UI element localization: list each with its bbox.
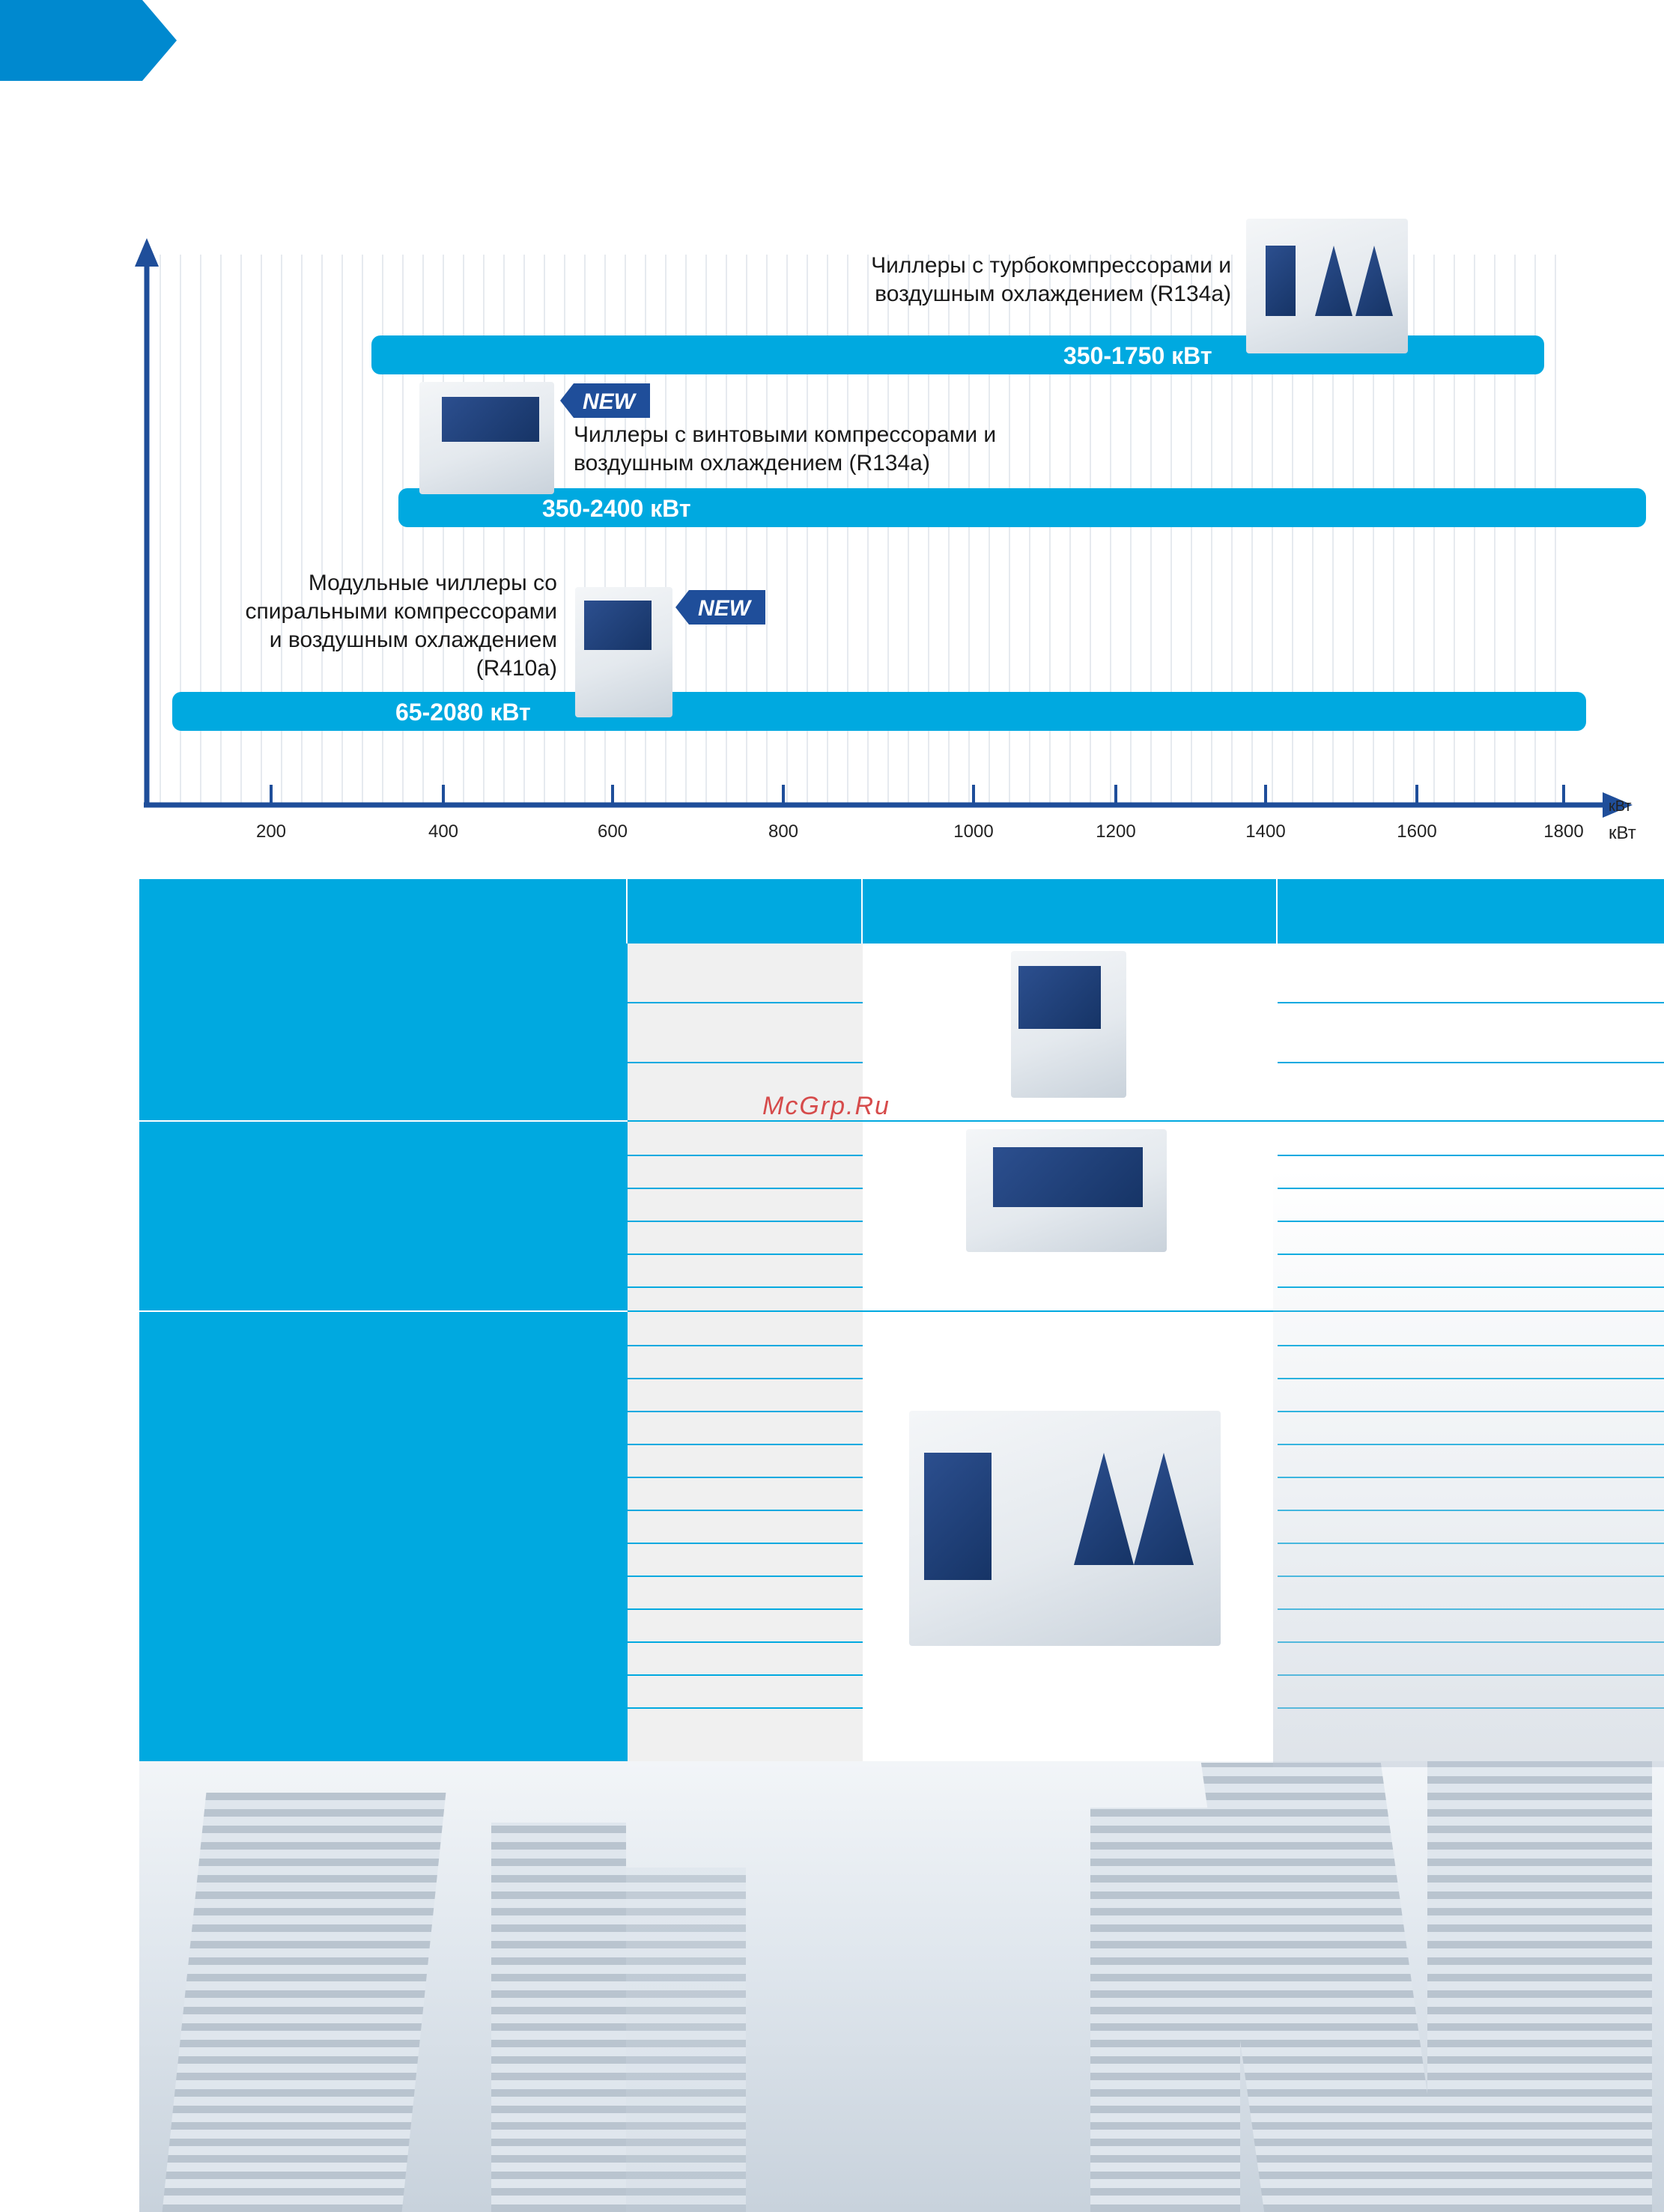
header-cell [139,879,628,944]
table-row-line [628,1345,863,1346]
table-row-line [1278,1707,1664,1709]
table-row-line [1278,1345,1664,1346]
turbo-chiller-photo [1246,219,1408,353]
range-bar-label: 65-2080 кВт [395,699,531,726]
watermark: McGrp.Ru [762,1092,890,1120]
table-row-line [1278,1444,1664,1445]
product-table [139,944,1664,1761]
group-name-cell [139,1122,628,1312]
range-bar [172,692,1586,731]
table-row-line [628,1576,863,1577]
x-ticks [256,785,1584,842]
table-row-line [1278,1002,1664,1003]
series-desc-screw [574,421,1098,478]
header-cell [1278,879,1664,944]
table-row-line [1278,1188,1664,1189]
table-row-line [628,1608,863,1610]
group-name-cell [139,944,628,1122]
table-row-line [628,1674,863,1676]
table-modular-photo [1011,951,1126,1098]
x-tick-label: 1800 [1543,821,1584,842]
x-tick-label: 1000 [953,821,994,842]
new-badge-text: NEW [698,596,750,621]
x-unit-top: кВт [1609,798,1632,815]
table-row-line [628,1510,863,1511]
group-name-cell [139,1312,628,1761]
table-row-line [628,1286,863,1288]
desc-line: Чиллеры с турбокомпрессорами и [871,253,1231,278]
table-row-line [628,1378,863,1379]
new-badge-icon [675,590,765,625]
table-row-line [1278,1477,1664,1478]
table-row-line [628,1707,863,1709]
desc-line: воздушным охлаждением (R134a) [875,282,1231,306]
x-tick-label: 200 [255,821,287,842]
x-tick-label: 600 [597,821,628,842]
screw-chiller-photo [419,382,554,494]
desc-line: воздушным охлаждением (R134a) [574,451,930,475]
table-row-line [628,1543,863,1544]
table-row-line [628,1062,863,1063]
desc-line: спиральными компрессорами [245,599,557,624]
x-tick-label: 1400 [1245,821,1286,842]
desc-line: Чиллеры с винтовыми компрессорами и [574,422,997,447]
table-header [139,879,1664,944]
new-badge-text: NEW [583,389,635,414]
table-row-line [1278,1062,1664,1063]
table-row-line [1278,1641,1664,1643]
table-row-line [1278,1221,1664,1222]
table-row-line [1278,1155,1664,1156]
table-screw-photo [966,1129,1167,1252]
table-row-line [628,1254,863,1255]
new-badge-icon [560,383,650,418]
desc-line: и воздушным охлаждением [269,628,557,652]
series-desc-turbo [794,252,1231,309]
header-cell [628,879,863,944]
table-row-line [1278,1286,1664,1288]
city-background-image [139,1761,1664,2212]
desc-line: (R410a) [476,656,557,681]
table-row-line [628,1002,863,1003]
table-row-line [1278,1576,1664,1577]
x-tick-label: 400 [428,821,459,842]
group-model-col [628,1312,863,1761]
range-bar-label: 350-1750 кВт [1063,342,1212,369]
table-row-line [628,1310,1664,1312]
table-row-line [1278,1674,1664,1676]
table-row-line [628,1188,863,1189]
table-turbo-photo [909,1411,1221,1646]
range-bar-label: 350-2400 кВт [542,495,691,522]
y-axis-arrow [135,238,159,267]
modular-chiller-photo [575,587,672,717]
x-tick-label: 1200 [1096,821,1136,842]
x-tick-label: 1600 [1397,821,1437,842]
table-row-line [1278,1378,1664,1379]
table-row-line [1278,1608,1664,1610]
header-cell [863,879,1278,944]
table-row-line [1278,1411,1664,1412]
desc-line: Модульные чиллеры со [308,571,557,595]
x-tick-label: 800 [768,821,799,842]
table-row-line [628,1221,863,1222]
x-unit-bottom: кВт [1609,823,1636,843]
table-row-line [628,1477,863,1478]
table-row-line [1278,1254,1664,1255]
group-model-col [628,1122,863,1310]
series-desc-scroll [187,569,557,683]
table-row-line [1278,1510,1664,1511]
table-row-line [628,1444,863,1445]
table-row-line [628,1641,863,1643]
table-row-line [628,1155,863,1156]
table-row-line [628,1411,863,1412]
table-row-line [1278,1543,1664,1544]
